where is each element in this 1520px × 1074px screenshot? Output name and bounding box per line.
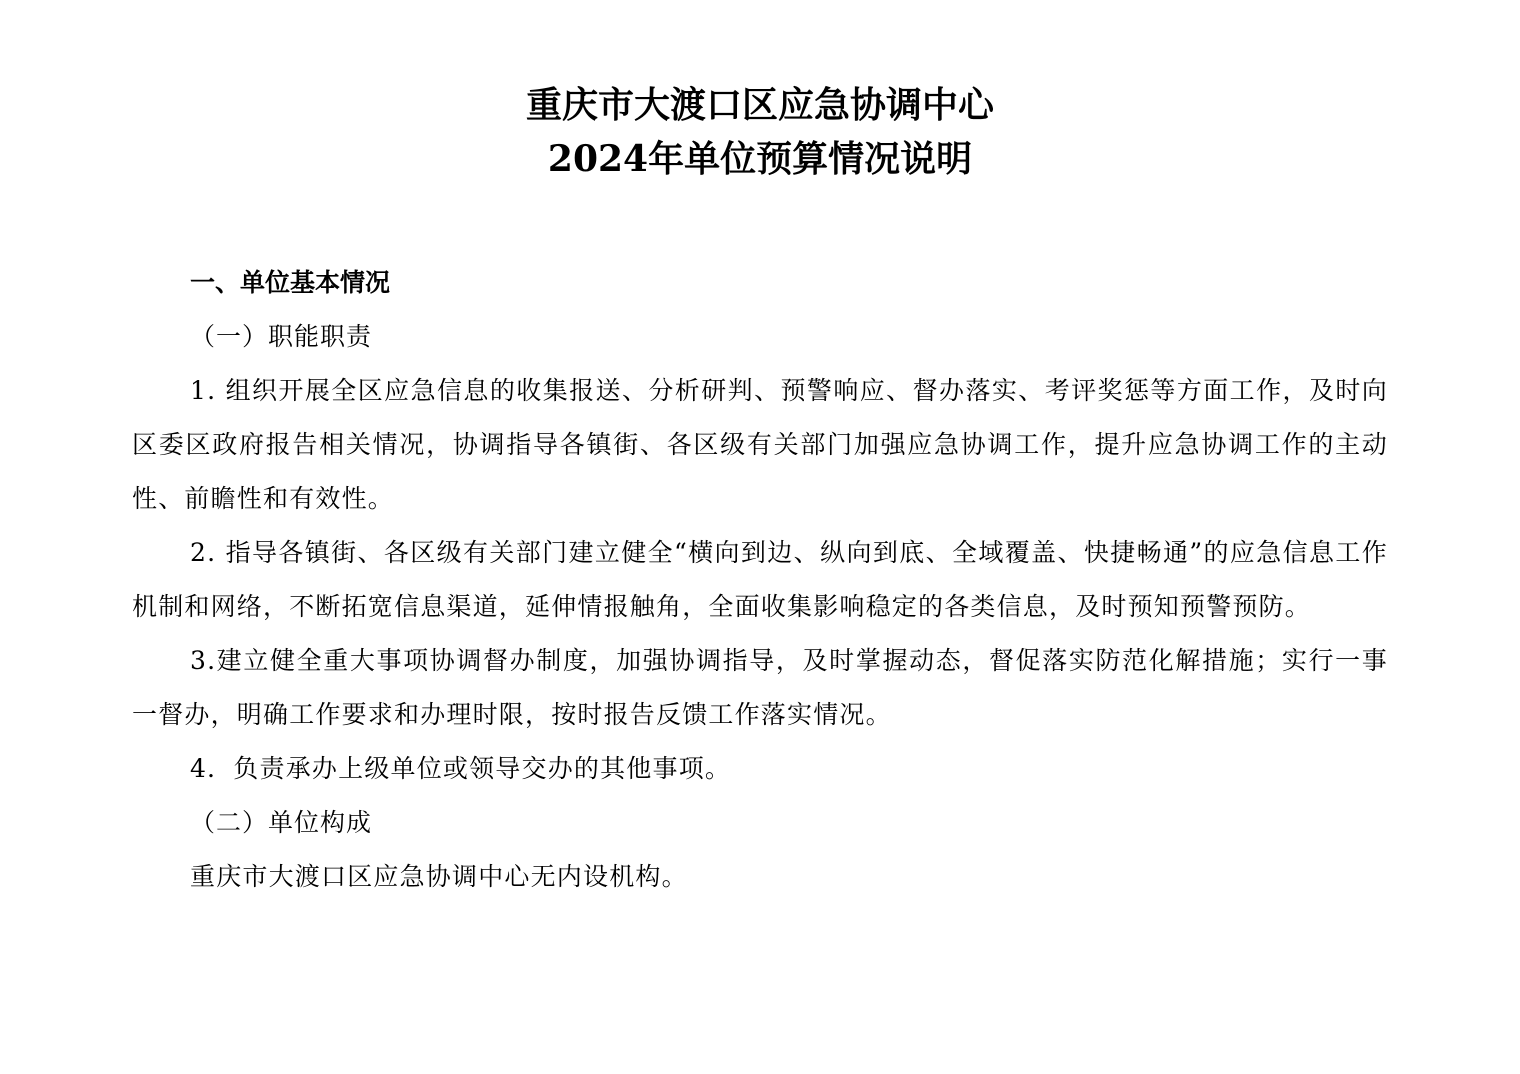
title-line-2: 2024年单位预算情况说明 <box>547 138 973 180</box>
section-heading-basic-info: 一、单位基本情况 <box>190 268 391 297</box>
subsection-heading-composition: （二）单位构成 <box>190 808 373 837</box>
function-item-1: 1. 组织开展全区应急信息的收集报送、分析研判、预警响应、督办落实、考评奖惩等方面工作，及时向区委区政府报告相关情况，协调指导各镇街、各区级有关部门加强应急协调工作，提升应急协调工作的主动性、前瞻性和有效性。 <box>132 376 1388 513</box>
title-line-1: 重庆市大渡口区应急协调中心 <box>525 84 994 126</box>
subsection-heading-functions: （一）职能职责 <box>190 322 373 351</box>
function-item-4: 4．负责承办上级单位或领导交办的其他事项。 <box>190 754 732 783</box>
function-item-3: 3.建立健全重大事项协调督办制度，加强协调指导，及时掌握动态，督促落实防范化解措施；实行一事一督办，明确工作要求和办理时限，按时报告反馈工作落实情况。 <box>132 646 1388 729</box>
document-body <box>132 256 1388 904</box>
composition-text: 重庆市大渡口区应急协调中心无内设机构。 <box>190 862 688 891</box>
function-item-2: 2. 指导各镇街、各区级有关部门建立健全“横向到边、纵向到底、全域覆盖、快捷畅通”的应急信息工作机制和网络，不断拓宽信息渠道，延伸情报触角，全面收集影响稳定的各类信息，及时预知预警预防。 <box>132 538 1388 621</box>
document-title <box>132 78 1388 186</box>
